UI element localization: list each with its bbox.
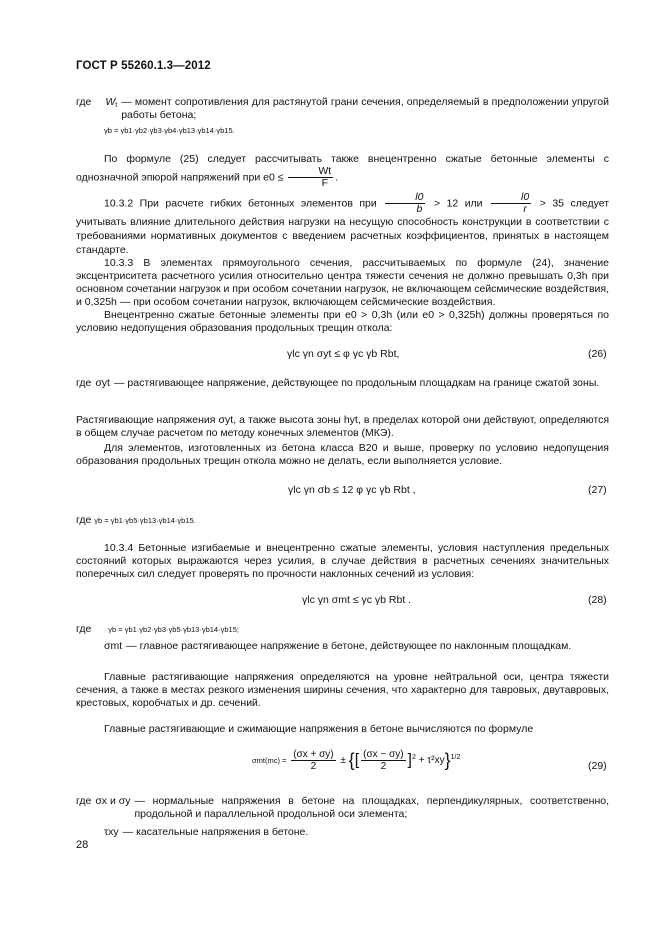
symbol-sigma-x-y: σx и σy (95, 795, 131, 807)
where-label: где (76, 795, 92, 807)
fraction-wt-f: $\frac{Wt}{F}$ (288, 166, 333, 189)
paragraph-10-3-2: 10.3.2 При расчете гибких бетонных элементов при $\frac{l0}{b}$ > 12 или $\frac{l0}{r}$ > 35 следует учитывать влияние длительного действия нагрузки на несущую способность конструкции в соответствии с требованиями нормативных документов с введением расчетных коэффициентов, принятых в настоящем стандарте. (76, 191, 610, 256)
paragraph-glavnye: Главные растягивающие напряжения определяются на уровне нейтральной оси, центра тяжести сечения, а также в местах резкого изменения ширины сечения, что характерно для тавровых, двутавровых, крестовых, коробчатых и др. сечений. (76, 671, 609, 709)
document-header: ГОСТ Р 55260.1.3—2012 (76, 60, 211, 72)
symbol-wt: $W_t$ (105, 96, 118, 109)
paragraph-rastyag: Растягивающие напряжения σyt, а также высота зоны hyt, в пределах которой они действуют, определяются в общем случае расчетом по методу конечных элементов (МКЭ). (76, 414, 609, 439)
fraction-l0-b: $\frac{l0}{b}$ (385, 192, 425, 215)
symbol-sigma-yt: σyt (95, 377, 110, 389)
equation-27: γlc γn σb ≤ 12 φ γc γb Rbt , (288, 484, 416, 496)
paragraph-formula-25: По формуле (25) следует рассчитывать также внецентренно сжатые бетонные элементы с однозначной эпюрой напряжений при e0 ≤ $\frac{Wt}{F}$ . (76, 153, 609, 189)
equation-26-number: (26) (588, 348, 607, 360)
definition-text: — главное растягивающее напряжение в бетоне, действующее по наклонным площадкам. (126, 640, 572, 652)
definition-text: — нормальные напряжения в бетоне на площадках, перпендикулярных, соответственно, продольной и параллельной продольной оси элемента; (134, 795, 609, 820)
definition-wt (76, 96, 609, 122)
definition-sigma-xy (76, 795, 609, 821)
gamma-b-formula-2: где γb = γb1·γb5·γb13·γb14·γb15. (76, 514, 196, 526)
equation-26: γlc γn σyt ≤ φ γc γb Rbt, (287, 348, 400, 360)
definition-text: — растягивающее напряжение, действующее по продольным площадкам на границе сжатой зоны. (113, 377, 600, 389)
definition-text: — момент сопротивления для растянутой грани сечения, определяемый в предположении упругой работы бетона; (121, 96, 609, 121)
equation-29-number: (29) (588, 760, 607, 772)
paragraph-10-3-4: 10.3.4 Бетонные изгибаемые и внецентренно сжатые элементы, условия наступления предельных состояний которых выражаются через усилия, в случае действия в расчетных сечениях значительных поперечных сил следует проверять по прочности наклонных сечений из условия: (76, 542, 609, 580)
symbol-sigma-mt: σmt (104, 640, 123, 652)
symbol-tau-xy: τxy (104, 826, 119, 838)
definition-sigma-mt (104, 640, 609, 653)
fraction-l0-r: $\frac{l0}{r}$ (491, 192, 531, 215)
equation-28: γlc γn σmt ≤ γc γb Rbt . (302, 594, 412, 606)
definition-tau (104, 826, 609, 839)
equation-28-number: (28) (588, 594, 607, 606)
paragraph-glavnye-2: Главные растягивающие и сжимающие напряжения в бетоне вычисляются по формуле (104, 723, 534, 735)
definition-sigma-yt (76, 377, 609, 390)
page-number: 28 (76, 839, 89, 851)
definition-text: — касательные напряжения в бетоне. (122, 826, 309, 838)
paragraph-vnecentr: Внецентренно сжатые бетонные элементы при e0 > 0,3h (или e0 > 0,325h) должны проверяться по условию недопущения образования продольных трещин откола: (76, 309, 609, 334)
where-label: где (76, 96, 92, 108)
equation-29: σmt(mc) = $\frac{(\sigma x + \sigma y)}{2}$ ± {[ $\frac{(\sigma x - \sigma y)}{2}$ ]$^2$ + τ²xy}$^{1/2}$ (252, 749, 461, 772)
equation-27-number: (27) (588, 484, 607, 496)
gamma-b-formula-1: γb = γb1·γb2·γb3·γb4·γb13·γb14·γb15. (104, 126, 235, 135)
paragraph-b20: Для элементов, изготовленных из бетона класса В20 и выше, проверку по условию недопущения образования продольных трещин откола можно не делать, если выполняется условие. (76, 442, 609, 467)
gamma-b-formula-3: где γb = γb1·γb2·γb3·γb5·γb13·γb14·γb15; (76, 623, 239, 635)
paragraph-10-3-3: 10.3.3 В элементах прямоугольного сечения, рассчитываемых по формуле (24), значение эксцентриситета расчетного усилия относительно центра тяжести сечения не должно превышать 0,3h при основном сочетании нагрузок и при особом сочетании нагрузок, не включающем сейсмические воздействия, и 0,325h — при особом сочетании нагрузок, включающем сейсмические воздействия. (76, 257, 609, 308)
where-label: где (76, 377, 92, 389)
